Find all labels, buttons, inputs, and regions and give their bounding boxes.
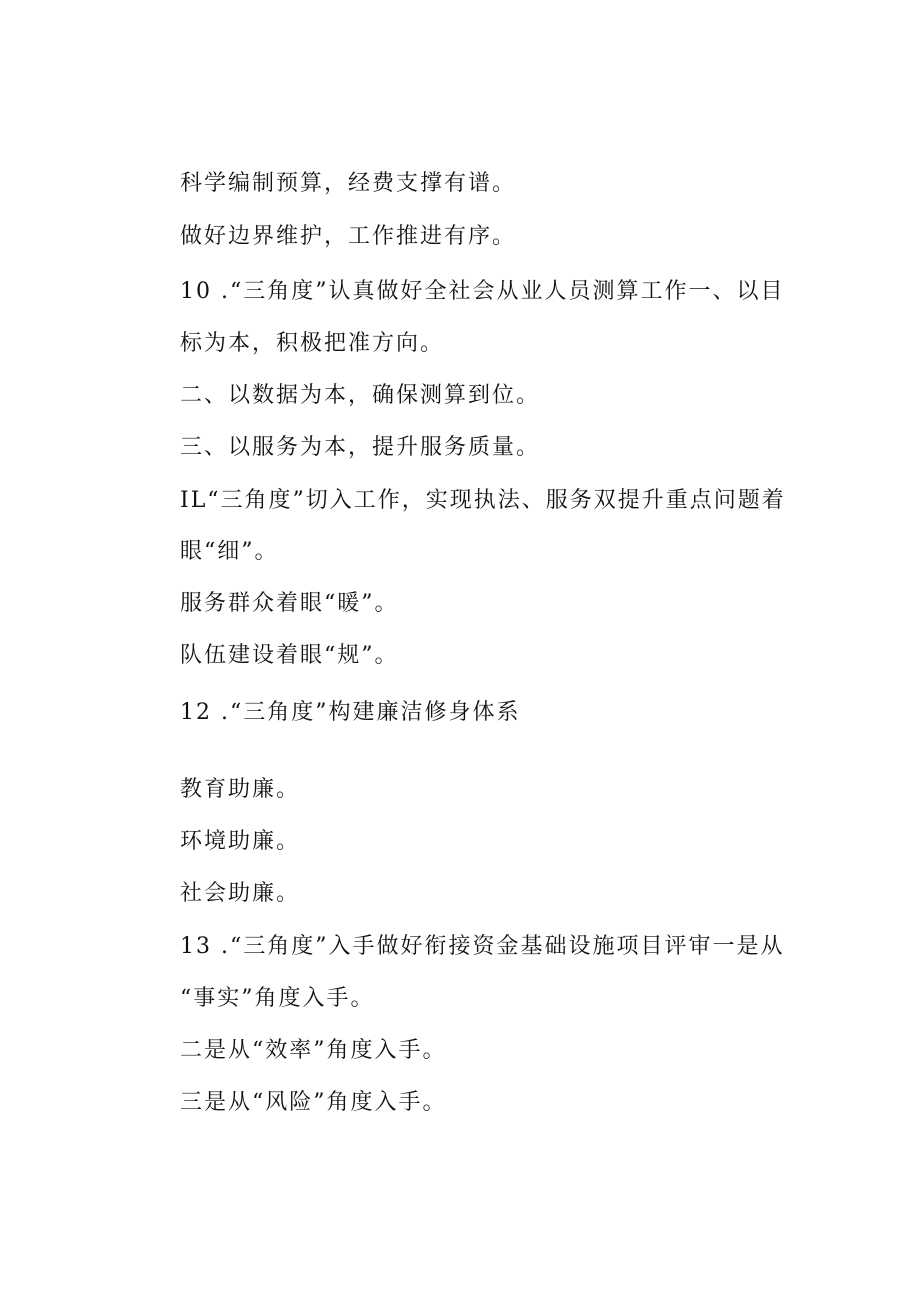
text-line-15: 13 .“三角度”入手做好衔接资金基础设施项目评审一是从 [180, 934, 785, 959]
text-line-17: 二是从“效率”角度入手。 [180, 1038, 447, 1063]
text-line-1: 科学编制预算，经费支撑有谱。 [180, 171, 517, 196]
text-line-11: 12 .“三角度”构建廉洁修身体系 [180, 700, 521, 725]
text-line-7: IL“三角度”切入工作，实现执法、服务双提升重点问题着 [180, 488, 786, 513]
text-line-9: 服务群众着眼“暖”。 [180, 591, 399, 616]
text-line-13: 环境助廉。 [180, 829, 301, 854]
text-line-4: 标为本，积极把准方向。 [180, 331, 445, 356]
text-line-18: 三是从“风险”角度入手。 [180, 1090, 447, 1115]
text-line-5: 二、以数据为本，确保测算到位。 [180, 383, 541, 408]
text-line-16: “事实”角度入手。 [180, 986, 375, 1011]
text-line-3: 10 .“三角度”认真做好全社会从业人员测算工作一、以目 [180, 279, 785, 304]
text-line-2: 做好边界维护，工作推进有序。 [180, 224, 517, 249]
text-line-6: 三、以服务为本，提升服务质量。 [180, 435, 541, 460]
text-line-10: 队伍建设着眼“规”。 [180, 643, 399, 668]
text-line-14: 社会助廉。 [180, 881, 301, 906]
text-line-8: 眼“细”。 [180, 539, 279, 564]
text-line-12: 教育助廉。 [180, 777, 301, 802]
